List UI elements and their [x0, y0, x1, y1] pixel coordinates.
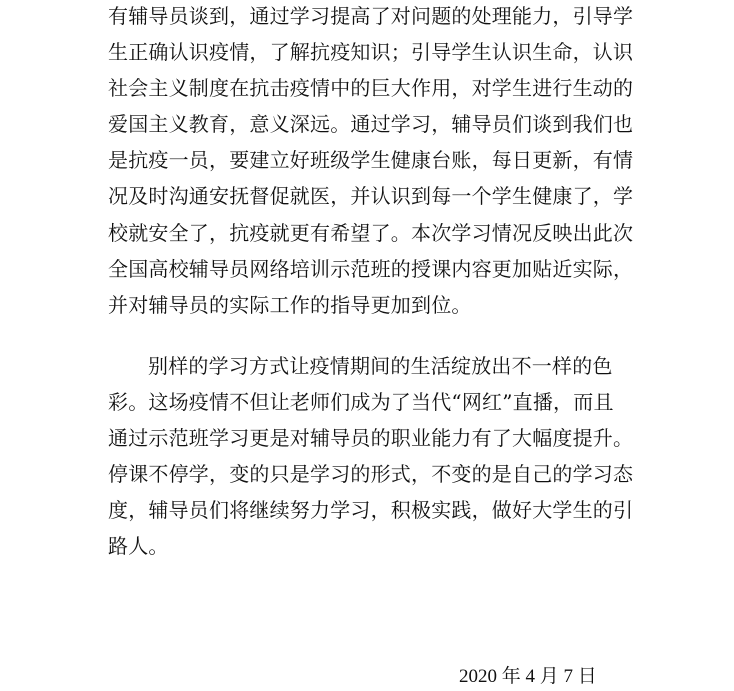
paragraph-1-line-4: 爱国主义教育，意义深远。通过学习，辅导员们谈到我们也: [108, 112, 634, 136]
paragraph-2-line-1: 别样的学习方式让疫情期间的生活绽放出不一样的色: [148, 354, 613, 378]
document-date: 2020 年 4 月 7 日: [459, 666, 597, 687]
paragraph-1-line-3: 社会主义制度在抗击疫情中的巨大作用，对学生进行生动的: [108, 76, 634, 100]
paragraph-2-line-2: 彩。这场疫情不但让老师们成为了当代“网红”直播，而且: [108, 390, 614, 414]
paragraph-1-line-9: 并对辅导员的实际工作的指导更加到位。: [108, 293, 472, 317]
paragraph-2-line-4: 停课不停学，变的只是学习的形式，不变的是自己的学习态: [108, 462, 634, 486]
paragraph-1-line-2: 生正确认识疫情，了解抗疫知识；引导学生认识生命，认识: [108, 40, 634, 64]
paragraph-1-line-5: 是抗疫一员，要建立好班级学生健康台账，每日更新，有情: [108, 148, 634, 172]
paragraph-2-line-3: 通过示范班学习更是对辅导员的职业能力有了大幅度提升。: [108, 426, 634, 450]
paragraph-1-line-1: 有辅导员谈到，通过学习提高了对问题的处理能力，引导学: [108, 4, 634, 28]
paragraph-1-line-6: 况及时沟通安抚督促就医，并认识到每一个学生健康了，学: [108, 184, 634, 208]
paragraph-1-line-8: 全国高校辅导员网络培训示范班的授课内容更加贴近实际，: [108, 257, 634, 281]
paragraph-1-line-7: 校就安全了，抗疫就更有希望了。本次学习情况反映出此次: [108, 221, 634, 245]
paragraph-2-line-5: 度，辅导员们将继续努力学习，积极实践，做好大学生的引: [108, 498, 634, 522]
paragraph-2-line-6: 路人。: [108, 534, 169, 558]
